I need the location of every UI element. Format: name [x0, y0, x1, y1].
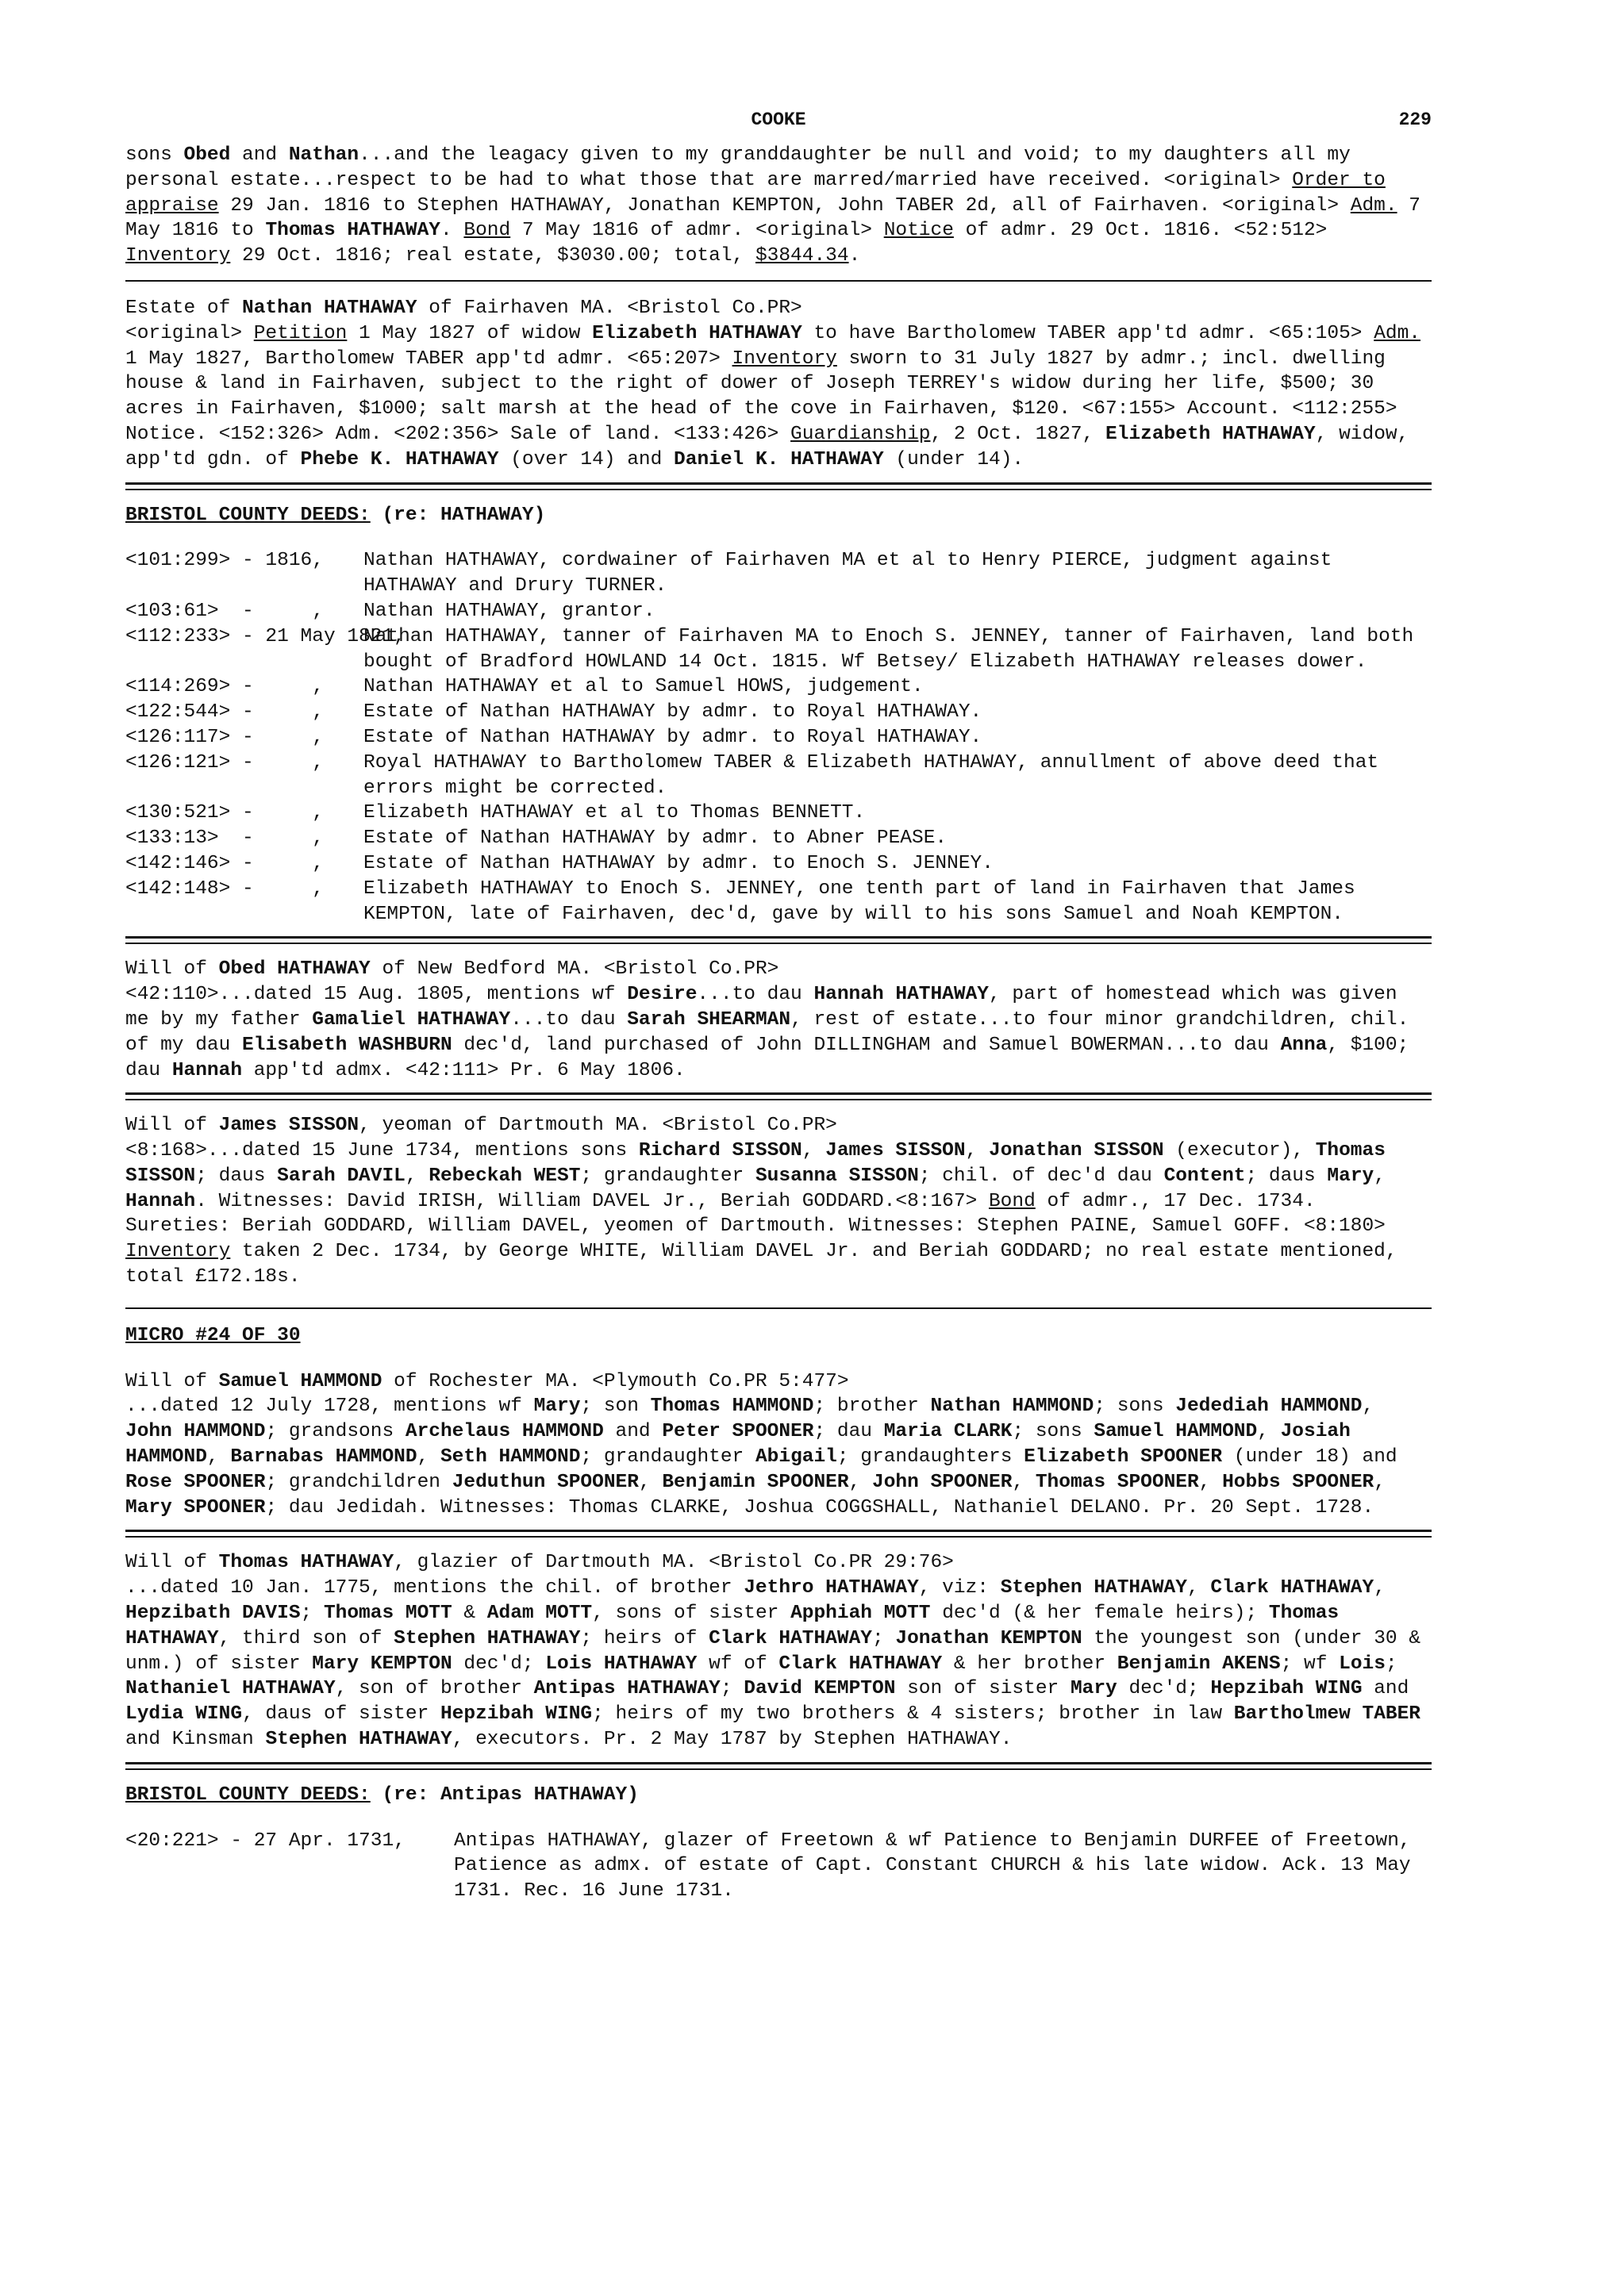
divider	[125, 1307, 1432, 1309]
entry-will-james-sisson: Will of James SISSON, yeoman of Dartmouth MA. <Bristol Co.PR> <8:168>...dated 15 June 1734, mentions sons Richard SISSON, James SISSON, Jonathan SISSON (executor), Thomas SISSON; daus Sarah DAVIL, Rebeckah WEST; grandaughter Susanna SISSON; chil. of dec'd dau Content; daus Mary, Hannah. Witnesses: David IRISH, William DAVEL Jr., Beriah GODDARD.<8:167> Bond of admr., 17 Dec. 1734. Sureties: Beriah GODDARD, William DAVEL, yeomen of Dartmouth. Witnesses: Stephen PAINE, Samuel GOFF. <8:180> Inventory taken 2 Dec. 1734, by George WHITE, William DAVEL Jr. and Beriah GODDARD; no real estate mentioned, total £172.18s.	[125, 1115, 1397, 1288]
deed-row: <103:61> - , Nathan HATHAWAY, grantor.	[125, 600, 655, 622]
deed-row: <126:117> - , Estate of Nathan HATHAWAY by admr. to Royal HATHAWAY.	[125, 726, 982, 748]
entry-will-obed-hathaway: Will of Obed HATHAWAY of New Bedford MA. <Bristol Co.PR> <42:110>...dated 15 Aug. 1805, mentions wf Desire...to dau Hannah HATHAWAY, part of homestead which was given me by my father Gamaliel HATHAWAY...to dau Sarah SHEARMAN, rest of estate...to four minor grandchildren, chil. of my dau Elisabeth WASHBURN dec'd, land purchased of John DILLINGHAM and Samuel BOWERMAN...to dau Anna, $100; dau Hannah app'td admx. <42:111> Pr. 6 May 1806.	[125, 958, 1409, 1081]
deed-row: <133:13> - , Estate of Nathan HATHAWAY by admr. to Abner PEASE.	[125, 827, 948, 850]
deed-row: <20:221> - 27 Apr. 1731, Antipas HATHAWAY, glazer of Freetown & wf Patience to Benjamin DURFEE of Freetown, Patience as admx. of estate of Capt. Constant CHURCH & his late widow. Ack. 13 May 1731. Rec. 16 June 1731.	[125, 1830, 1411, 1902]
double-divider	[125, 936, 1432, 944]
deed-row: <101:299> - 1816, Nathan HATHAWAY, cordwainer of Fairhaven MA et al to Henry PIERCE, judgment against HATHAWAY and Drury TURNER.	[125, 550, 1332, 597]
deeds-list	[125, 548, 1432, 927]
double-divider	[125, 1762, 1432, 1770]
entry-estate-nathan-hathaway: Estate of Nathan HATHAWAY of Fairhaven MA. <Bristol Co.PR> <original> Petition 1 May 1827 of widow Elizabeth HATHAWAY to have Bartholomew TABER app'td admr. <65:105> Adm. 1 May 1827, Bartholomew TABER app'td admr. <65:207> Inventory sworn to 31 July 1827 by admr.; incl. dwelling house & land in Fairhaven, subject to the right of dower of Joseph TERREY's widow during her life, $500; 30 acres in Fairhaven, $1000; salt marsh at the head of the cove in Fairhaven, $120. <67:155> Account. <112:255> Notice. <152:326> Adm. <202:356> Sale of land. <133:426> Guardianship, 2 Oct. 1827, Elizabeth HATHAWAY, widow, app'td gdn. of Phebe K. HATHAWAY (over 14) and Daniel K. HATHAWAY (under 14).	[125, 297, 1421, 470]
page-header	[125, 109, 1432, 143]
running-title: COOKE	[751, 109, 806, 130]
deed-row: <114:269> - , Nathan HATHAWAY et al to Samuel HOWS, judgement.	[125, 676, 924, 698]
deeds-heading-antipas: BRISTOL COUNTY DEEDS: (re: Antipas HATHAWAY)	[125, 1783, 639, 1806]
deed-row: <122:544> - , Estate of Nathan HATHAWAY by admr. to Royal HATHAWAY.	[125, 701, 982, 724]
page-number: 229	[1398, 109, 1432, 130]
double-divider	[125, 1092, 1432, 1100]
document-page	[125, 109, 1432, 1904]
double-divider	[125, 1530, 1432, 1538]
deed-row: <130:521> - , Elizabeth HATHAWAY et al to Thomas BENNETT.	[125, 802, 866, 824]
deed-row: <142:148> - , Elizabeth HATHAWAY to Enoch S. JENNEY, one tenth part of land in Fairhaven that James KEMPTON, late of Fairhaven, dec'd, gave by will to his sons Samuel and Noah KEMPTON.	[125, 877, 1355, 925]
divider	[125, 280, 1432, 282]
deed-row: <142:146> - , Estate of Nathan HATHAWAY by admr. to Enoch S. JENNEY.	[125, 852, 994, 874]
deeds-heading: BRISTOL COUNTY DEEDS: (re: HATHAWAY)	[125, 504, 546, 526]
entry-will-samuel-hammond: Will of Samuel HAMMOND of Rochester MA. <Plymouth Co.PR 5:477> ...dated 12 July 1728, mentions wf Mary; son Thomas HAMMOND; brother Nathan HAMMOND; sons Jedediah HAMMOND, John HAMMOND; grandsons Archelaus HAMMOND and Peter SPOONER; dau Maria CLARK; sons Samuel HAMMOND, Josiah HAMMOND, Barnabas HAMMOND, Seth HAMMOND; grandaughter Abigail; grandaughters Elizabeth SPOONER (under 18) and Rose SPOONER; grandchildren Jeduthun SPOONER, Benjamin SPOONER, John SPOONER, Thomas SPOONER, Hobbs SPOONER, Mary SPOONER; dau Jedidah. Witnesses: Thomas CLARKE, Joshua COGGSHALL, Nathaniel DELANO. Pr. 20 Sept. 1728.	[125, 1370, 1397, 1519]
deed-row: <112:233> - 21 May 1821, Nathan HATHAWAY, tanner of Fairhaven MA to Enoch S. JENNEY, tanner of Fairhaven, land both bought of Bradford HOWLAND 14 Oct. 1815. Wf Betsey/ Elizabeth HATHAWAY releases dower.	[125, 625, 1414, 673]
entry-continuation: sons Obed and Nathan...and the leagacy given to my granddaughter be null and void; to my daughters all my personal estate...respect to be had to what those that are marred/married have received. <original> Order to appraise 29 Jan. 1816 to Stephen HATHAWAY, Jonathan KEMPTON, John TABER 2d, all of Fairhaven. <original> Adm. 7 May 1816 to Thomas HATHAWAY. Bond 7 May 1816 of admr. <original> Notice of admr. 29 Oct. 1816. <52:512> Inventory 29 Oct. 1816; real estate, $3030.00; total, $3844.34.	[125, 144, 1420, 267]
micro-heading: MICRO #24 OF 30	[125, 1324, 301, 1346]
entry-will-thomas-hathaway: Will of Thomas HATHAWAY, glazier of Dartmouth MA. <Bristol Co.PR 29:76> ...dated 10 Jan. 1775, mentions the chil. of brother Jethro HATHAWAY, viz: Stephen HATHAWAY, Clark HATHAWAY, Hepzibath DAVIS; Thomas MOTT & Adam MOTT, sons of sister Apphiah MOTT dec'd (& her female heirs); Thomas HATHAWAY, third son of Stephen HATHAWAY; heirs of Clark HATHAWAY; Jonathan KEMPTON the youngest son (under 30 & unm.) of sister Mary KEMPTON dec'd; Lois HATHAWAY wf of Clark HATHAWAY & her brother Benjamin AKENS; wf Lois; Nathaniel HATHAWAY, son of brother Antipas HATHAWAY; David KEMPTON son of sister Mary dec'd; Hepzibah WING and Lydia WING, daus of sister Hepzibah WING; heirs of my two brothers & 4 sisters; brother in law Bartholmew TABER and Kinsman Stephen HATHAWAY, executors. Pr. 2 May 1787 by Stephen HATHAWAY.	[125, 1552, 1421, 1751]
deeds-list-antipas	[125, 1829, 1432, 1904]
deed-row: <126:121> - , Royal HATHAWAY to Bartholomew TABER & Elizabeth HATHAWAY, annullment of above deed that errors might be corrected.	[125, 751, 1379, 799]
double-divider	[125, 482, 1432, 490]
